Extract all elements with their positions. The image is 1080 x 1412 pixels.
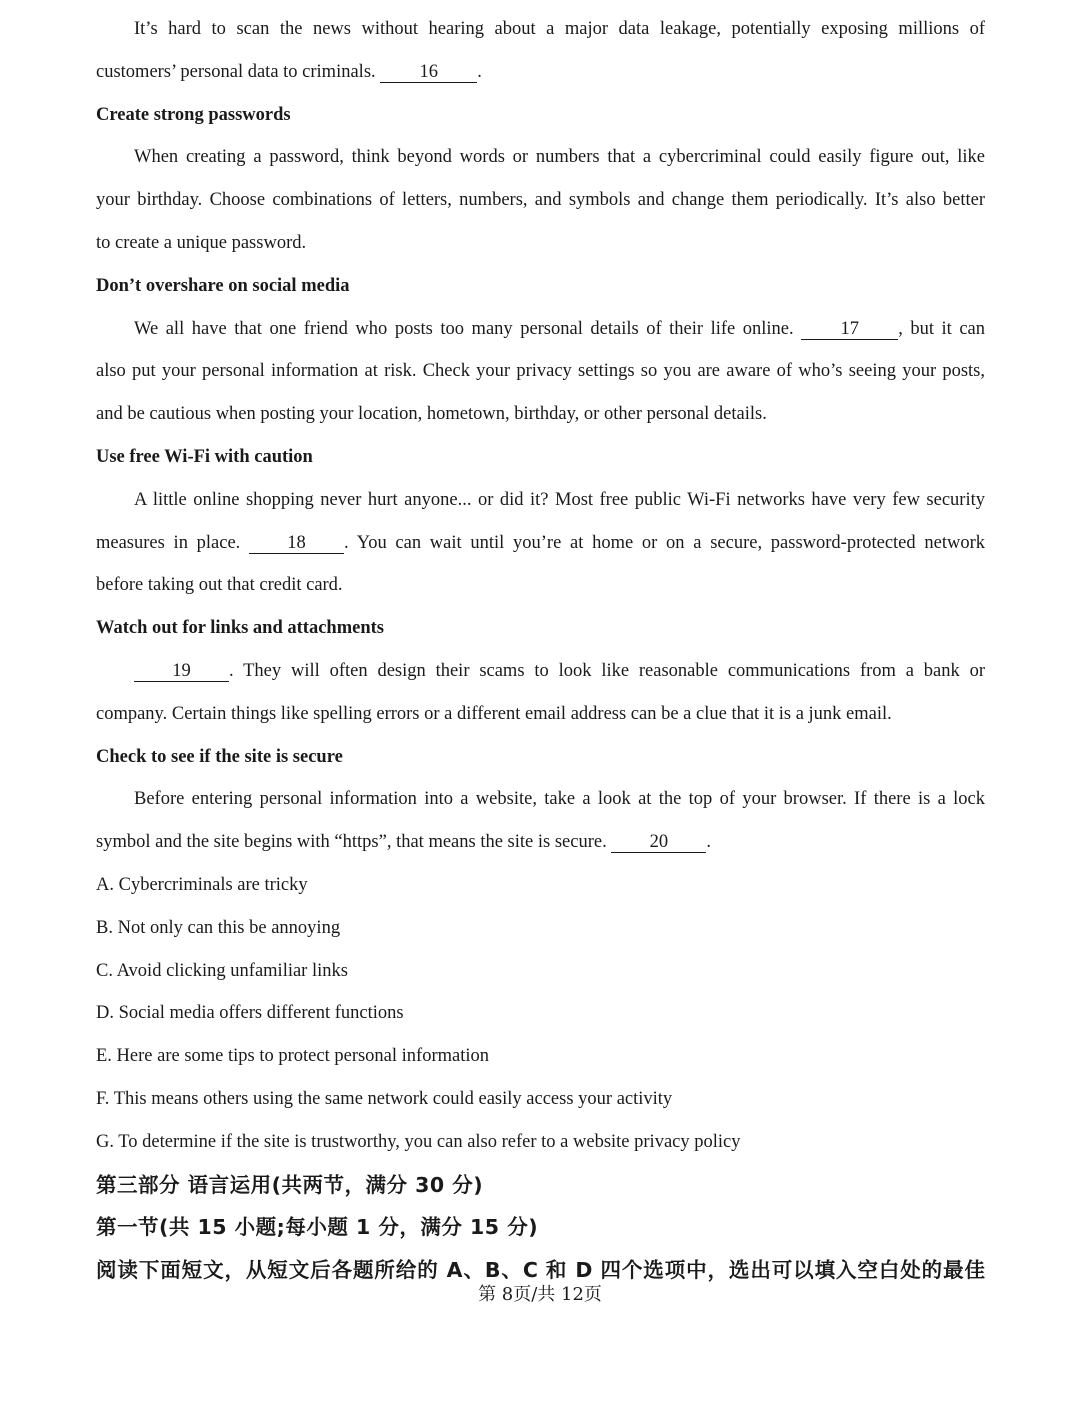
intro-line-2	[96, 51, 985, 94]
wifi-line-1: A little online shopping never hurt anyone... or did it? Most free public Wi-Fi networks have very few security	[134, 489, 985, 510]
section-heading-passwords: Create strong passwords	[96, 104, 291, 125]
blank-17: 17	[801, 319, 898, 340]
links-line-2: company. Certain things like spelling errors or a different email address can be a clue that it is a junk email.	[96, 703, 892, 724]
social-line-2: also put your personal information at risk. Check your privacy settings so you are aware of who’s seeing your posts,	[96, 361, 985, 382]
social-text: We all have that one friend who posts too many personal details of their life online.	[134, 318, 802, 339]
blank-18: 18	[249, 533, 344, 554]
option-c: C. Avoid clicking unfamiliar links	[96, 960, 348, 981]
blank-20: 20	[611, 832, 706, 853]
social-line-1	[96, 308, 985, 351]
section-heading-wifi: Use free Wi-Fi with caution	[96, 446, 313, 467]
blank-19: 19	[134, 661, 229, 682]
social-text-after: , but it can	[898, 318, 985, 339]
links-text-after: . They will often design their scams to look like reasonable communications from a bank or	[229, 660, 985, 681]
section-heading-secure-site: Check to see if the site is secure	[96, 746, 343, 767]
social-line-3: and be cautious when posting your location, hometown, birthday, or other personal details.	[96, 404, 767, 425]
page-number: 第 8页/共 12页	[478, 1284, 602, 1305]
exam-page	[96, 8, 985, 1292]
wifi-text-after: . You can wait until you’re at home or on a secure, password-protected network	[344, 532, 985, 553]
option-e: E. Here are some tips to protect personal information	[96, 1046, 489, 1067]
option-b: B. Not only can this be annoying	[96, 917, 341, 938]
wifi-text: measures in place.	[96, 532, 250, 553]
section-heading-social-media: Don’t overshare on social media	[96, 275, 350, 296]
part3-instruction: 阅读下面短文，从短文后各题所给的 A、B、C 和 D 四个选项中，选出可以填入空白处的最佳	[96, 1258, 985, 1283]
option-a: A. Cybercriminals are tricky	[96, 874, 308, 895]
option-g: G. To determine if the site is trustworthy, you can also refer to a website privacy policy	[96, 1131, 741, 1152]
secure-period: .	[706, 832, 711, 853]
intro-text: customers’ personal data to criminals.	[96, 61, 381, 82]
secure-line-1: Before entering personal information into a website, take a look at the top of your browser. If there is a lock	[134, 789, 985, 810]
links-line-1	[96, 650, 985, 693]
section-heading-links: Watch out for links and attachments	[96, 618, 384, 639]
wifi-line-2	[96, 522, 985, 565]
part3-section-title: 第一节(共 15 小题;每小题 1 分，满分 15 分)	[96, 1215, 539, 1240]
blank-16: 16	[380, 62, 477, 83]
intro-period: .	[477, 61, 482, 82]
intro-line-1: It’s hard to scan the news without hearing about a major data leakage, potentially exposing millions of	[134, 19, 985, 39]
secure-line-2	[96, 821, 985, 864]
option-f: F. This means others using the same network could easily access your activity	[96, 1088, 673, 1109]
part3-title: 第三部分 语言运用(共两节，满分 30 分)	[96, 1172, 484, 1197]
secure-text: symbol and the site begins with “https”, that means the site is secure.	[96, 832, 612, 853]
wifi-line-3: before taking out that credit card.	[96, 575, 343, 596]
passwords-line-3: to create a unique password.	[96, 232, 307, 253]
option-d: D. Social media offers different functions	[96, 1003, 404, 1024]
passwords-line-1: When creating a password, think beyond words or numbers that a cybercriminal could easily figure out, like	[134, 147, 985, 168]
passwords-line-2: your birthday. Choose combinations of letters, numbers, and symbols and change them periodically. It’s also better	[96, 190, 985, 211]
